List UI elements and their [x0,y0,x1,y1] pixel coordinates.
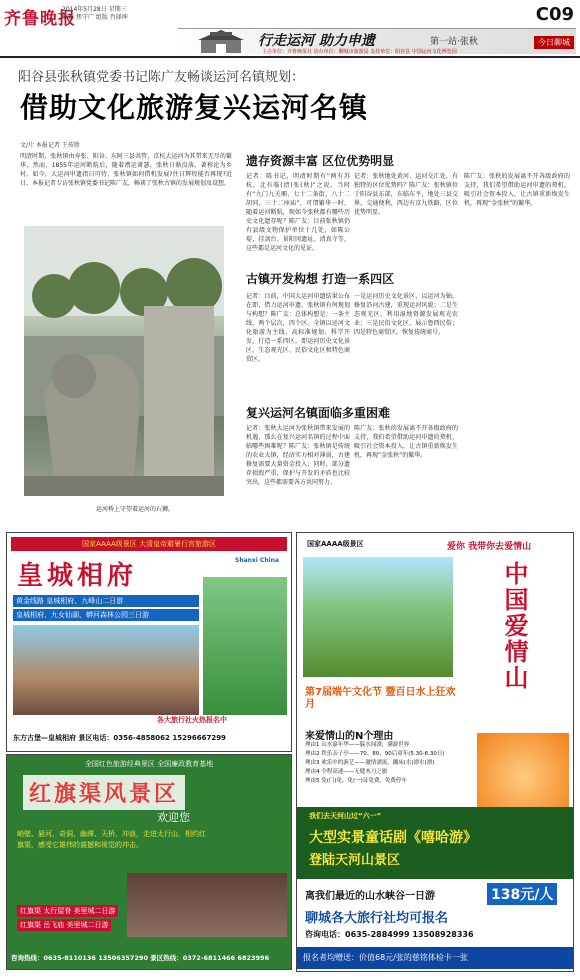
ad-tianhe-reasons [305,741,465,786]
section-subtitle: 第一站·张秋 [430,37,478,47]
ad-tianhe-reasons-title: 来爱情山的N个理由 [305,731,394,742]
section-tag: 今日聊城 [534,36,574,49]
ad-huangcheng-footer: 东方古堡—皇城相府 景区电话：0356-4858062 15296667299 [13,734,226,742]
section-title: 行走运河 助力申遗 [258,33,375,49]
ad-tianhe [296,532,574,972]
section-heading-3: 复兴运河名镇面临多重困难 [246,406,391,420]
ad-hongqiqu-welcome: 欢迎您 [157,811,190,824]
ad-tianhe-name: 中国爱情山 [500,561,529,691]
ad-hongqiqu-desc: 峭壁、悬河、奇洞、幽潭、天桥、冲浪，走进太行山，相约红旗渠，感受它雄伟的震撼和视觉的冲击。 [17,830,206,849]
ad-tianhe-header: 国家AAAA级景区 [307,540,364,548]
ad-tianhe-festival: 第7届端午文化节 暨百日水上狂欢月 [305,687,456,710]
ad-hongqiqu-route1: 红旗渠 太行屋脊 美里城二日游 [17,905,118,917]
ad-tianhe-reason: 理由3 欢乐中的游艺——激情漂流、蹦床(水)漂水(漂) [305,760,435,766]
ad-tianhe-show: 大型实景童话剧《嘻哈游》 [309,830,477,846]
ad-tianhe-promo: 离我们最近的山水峡谷一日游 [305,891,435,902]
ad-tianhe-reason: 理由4 全程高速——无缝木刀之旅 [305,769,388,775]
paper-name: 齐鲁晚报 [4,9,76,29]
section-text-1b: 记者：张秋地处黄河、运河交汇处，有独特的区位优势吗？陈广友：张秋镇位于阳谷县东部，东临东平，地处三县交界，交通便利，西边有京九铁路，区位优势明显。 [354,173,458,216]
ad-hongqiqu [6,754,292,970]
ad-tianhe-agent: 聊城各大旅行社均可报名 [305,911,449,926]
masthead [0,0,580,58]
article-continuation: 陈广友：张秋的发展离不开各级政府的支持，我们希望借助运河申遗的契机，吸引社会资本投入，让古镇重新焕发生机，再现“金张秋”的繁华。 [464,173,570,207]
section-heading-1: 遗存资源丰富 区位优势明显 [246,154,395,168]
ad-hongqiqu-route2: 红旗渠 岳飞庙 美里城二日游 [17,919,111,931]
ad-tianhe-price: 138元/人 [487,883,557,905]
ad-tianhe-reason: 理由1 山水嘉年华——躲水闯漂，满游世界 [305,742,410,748]
article-kicker: 阳谷县张秋镇党委书记陈广友畅谈运河名镇规划： [18,70,305,85]
article-photo [24,226,224,496]
stone-lion-photo [24,226,224,496]
section-text-2b: 一是运河历史文化景区，以运河为轴，修复沿河古建，重现运河风貌；二是生态观光区，利用湿地资源发展观光农业；三是民俗文化区，展示鲁西民俗；四是特色商贸区，恢复传统商号。 [354,293,458,336]
section-text-3b: 陈广友：张秋的发展离不开各级政府的支持，我们希望借助运河申遗的契机，吸引社会资本投入，让古镇重新焕发生机，再现“金张秋”的繁华。 [354,425,458,459]
ad-hongqiqu-name: 红旗渠风景区 [23,775,185,810]
ad-huangcheng-photo-2 [203,577,287,715]
ad-tianhe-show-sub: 登陆天河山景区 [309,853,401,868]
section-text-3: 记者：张秋大运河为张秋镇带来发展的机遇，那么在复兴运河名镇的过程中面临哪些困难呢？陈广友：张秋镇是传统的农业大镇，经济实力相对薄弱，古建修复需要大量资金投入；同时，部分遗存损毁严重，保护与开发的矛盾也比较突出，这些都需要各方共同努力。 [246,425,350,486]
sponsor-line: 主办单位：齐鲁晚报社 协办单位：聊城市旅游局 支持单位：阳谷县 中国运河文化博览园 [262,49,457,55]
section-text-2: 记者：目前，中国大运河申遗结果公布在即，借力运河申遗，张秋镇有何规划与构想？陈广友：总体构想是：一条主线，两个层次，四个区。全镇以运河文化旅游为主线，高标准规划、科学开发，打造一系四区，即运河历史文化景区、生态观光区、民俗文化区和特色商贸区。 [246,293,350,363]
ad-huangcheng-header: 国家AAAA级景区 大清皇帝避暑行宫旅游区 [11,537,287,551]
ad-hongqiqu-header: 全国红色旅游经典景区 全国廉政教育基地 [84,760,214,768]
ad-huangcheng-name: 皇城相府 [17,561,138,591]
city-gate-icon [196,26,246,54]
ad-huangcheng-photo [13,625,199,715]
section-heading-2: 古镇开发构想 打造一系四区 [246,272,395,286]
article-lead: 明清时期，张秋镇由寿张、阳谷、东阿三县共管，京杭大运河为其带来无尽的繁华，然而，1855年运河断航后，随着漕运萧瑟，张秋日渐没落，著称论为乡村。如今，大运河申遗指日可待，张秋镇如何借机发展?往日辉煌能否再现?近日，本报记者专访张秋镇党委书记陈广友，畅谈了张秋古镇的发展规划及设想。 [20,153,232,187]
ad-huangcheng-route1: 黄金线路 皇城相府、九峰山二日游 [13,595,199,607]
section-text-1: 记者：陈书记，明清时期有“两有苏杭，北有临(清)张(秋)”之说，当时有“九门九关厢，七十二条街，八十二胡同，三十二座庙”，可谓繁华一时，随着运河断航，现如今张秋都有哪些历史文化遗存呢？陈广友：目前张秋镇仍有县级文物保护单位十几处，如陈公堤、挂剑台、景阳冈遗址、清真寺等，这些都是运河文化的见证。 [246,173,350,252]
ad-tianhe-reason: 理由5 免(门)免、免(一)证免费、免费停车 [305,778,407,784]
article-byline: 文/片 本报记者 王传胜 [20,142,80,149]
issue-info [62,6,128,22]
ad-tianhe-show-banner [297,807,573,879]
ad-tianhe-footer: 报名者均赠送：价值68元/张的慈铭体检卡一张 [297,947,573,969]
ad-hongqiqu-photo [127,873,287,937]
ad-huangcheng-agent: 各大旅行社火热报名中 [157,716,227,724]
ad-hongqiqu-footer: 咨询热线：0635-8110136 13506357290 景区热线：0372-6811466 6823996 [11,954,270,962]
ad-tianhe-reason: 理由2 铁乐亲子亭——70、80、90后童年(5.30-6.30日) [305,751,445,757]
ad-tianhe-contact [297,881,573,971]
page-code: C09 [535,4,574,25]
ad-tianhe-photo [303,557,453,677]
ad-tianhe-slogan: 爱你 我带你去爱情山 [447,542,532,552]
ad-tianhe-hotline: 咨询电话：0635-2884999 13508928336 [305,930,474,939]
issue-date: 2014年5月28日 星期三 [62,6,127,13]
ad-huangcheng-brand: Shanxi China [235,557,279,564]
issue-editors: 编辑 焦守广 组版 肖择坤 [62,14,128,21]
photo-caption: 运河桥上守望着运河的石狮。 [96,506,175,513]
ad-huangcheng [6,532,292,752]
ad-tianhe-children-day: 我们去天河山过“六一” [309,812,382,820]
ad-huangcheng-route2: 皇城相府、九女仙湖、蟒河森林公园三日游 [13,609,199,621]
article-headline: 借助文化旅游复兴运河名镇 [20,91,369,124]
